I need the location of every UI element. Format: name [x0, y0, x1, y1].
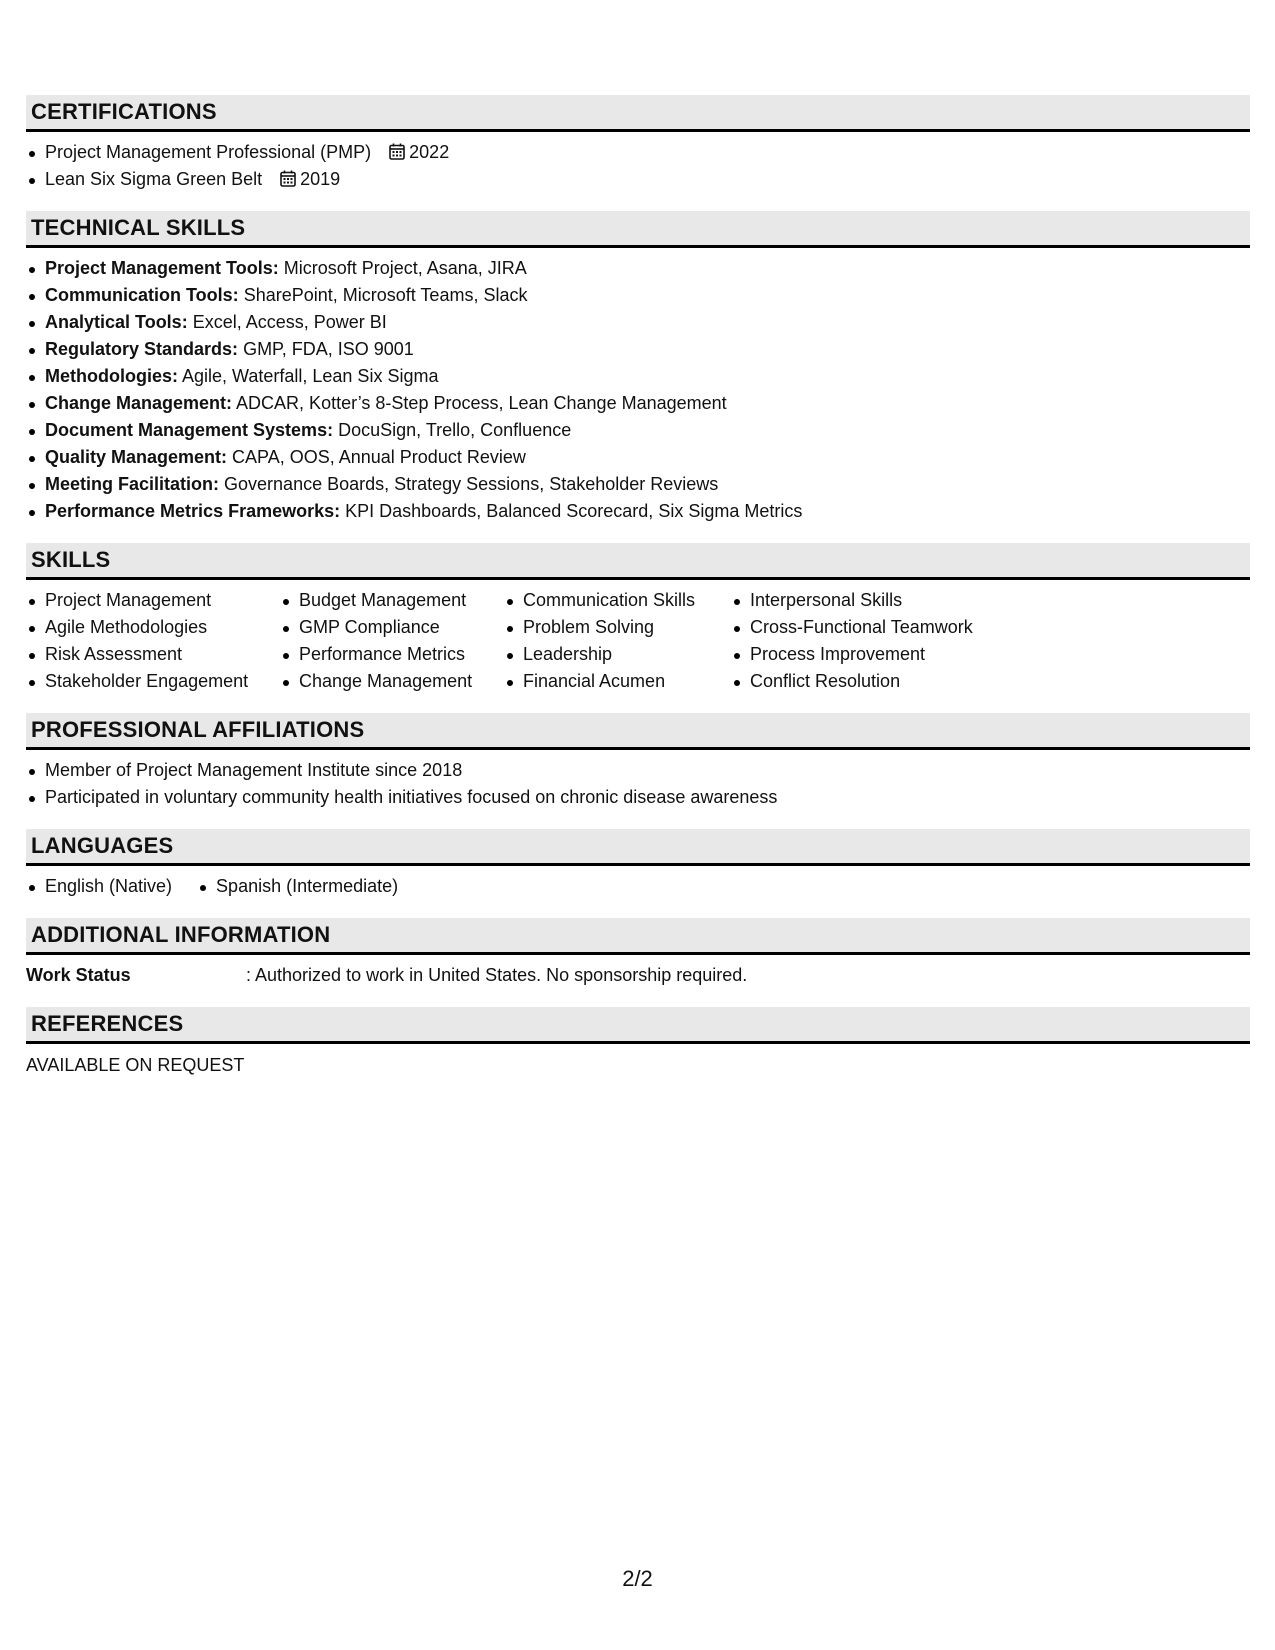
work-status-label: Work Status: [26, 965, 131, 985]
certification-name: Project Management Professional (PMP): [45, 142, 372, 162]
technical-skill-label: Document Management Systems:: [45, 420, 334, 440]
section-header: [26, 918, 1250, 955]
technical-skill-label: Project Management Tools:: [45, 258, 279, 278]
work-status-row: [26, 955, 1250, 996]
technical-skill-value: DocuSign, Trello, Confluence: [338, 420, 572, 440]
technical-skill-label: Change Management:: [45, 393, 233, 413]
technical-skill-value: Governance Boards, Strategy Sessions, Stakeholder Reviews: [224, 474, 719, 494]
skills-column: [280, 587, 504, 695]
page-number: 2/2: [622, 1566, 653, 1591]
skill-item: Interpersonal Skills: [731, 587, 1011, 614]
section-header: [26, 713, 1250, 750]
technical-skill-item: [26, 309, 1250, 336]
technical-skill-item: [26, 444, 1250, 471]
technical-skill-item: [26, 417, 1250, 444]
languages-section: [26, 829, 1250, 907]
technical-skill-value: KPI Dashboards, Balanced Scorecard, Six Sigma Metrics: [345, 501, 803, 521]
technical-skill-item: [26, 363, 1250, 390]
technical-skill-label: Analytical Tools:: [45, 312, 188, 332]
certification-name: Lean Six Sigma Green Belt: [45, 169, 263, 189]
technical-skill-label: Quality Management:: [45, 447, 228, 467]
technical-skill-item: [26, 255, 1250, 282]
affiliations-section: [26, 713, 1250, 818]
certification-item: [26, 166, 1250, 193]
certification-year: 2019: [300, 169, 341, 189]
skill-item: Agile Methodologies: [26, 614, 280, 641]
technical-skill-item: [26, 498, 1250, 525]
technical-skill-item: [26, 282, 1250, 309]
skills-column: [26, 587, 280, 695]
certification-year: 2022: [409, 142, 450, 162]
skill-item: Problem Solving: [504, 614, 731, 641]
work-status-value: : Authorized to work in United States. No sponsorship required.: [246, 965, 748, 985]
technical-skill-value: GMP, FDA, ISO 9001: [243, 339, 414, 359]
skill-item: Financial Acumen: [504, 668, 731, 695]
affiliation-item: Participated in voluntary community health initiatives focused on chronic disease awareness: [26, 784, 1250, 811]
skill-item: GMP Compliance: [280, 614, 504, 641]
certifications-section: [26, 95, 1250, 200]
skills-column: [504, 587, 731, 695]
technical-skill-value: Microsoft Project, Asana, JIRA: [283, 258, 527, 278]
section-header: [26, 543, 1250, 580]
language-item: English (Native): [26, 873, 172, 900]
certification-item: [26, 139, 1250, 166]
section-header: [26, 211, 1250, 248]
resume-page: [26, 95, 1250, 1079]
certifications-list: [26, 132, 1250, 200]
skill-item: Performance Metrics: [280, 641, 504, 668]
technical-skill-label: Communication Tools:: [45, 285, 239, 305]
languages-list: [26, 866, 1250, 907]
technical-skill-label: Regulatory Standards:: [45, 339, 239, 359]
skill-item: Budget Management: [280, 587, 504, 614]
section-title: CERTIFICATIONS: [31, 99, 217, 124]
section-header: [26, 1007, 1250, 1044]
section-header: [26, 829, 1250, 866]
skills-grid: [26, 580, 1250, 702]
technical-skill-label: Performance Metrics Frameworks:: [45, 501, 341, 521]
technical-skill-item: [26, 390, 1250, 417]
section-header: [26, 95, 1250, 132]
technical-skills-list: [26, 248, 1250, 532]
skills-section: [26, 543, 1250, 702]
section-title: LANGUAGES: [31, 833, 174, 858]
additional-info-section: [26, 918, 1250, 996]
skill-item: Conflict Resolution: [731, 668, 1011, 695]
affiliation-item: Member of Project Management Institute since 2018: [26, 757, 1250, 784]
technical-skill-value: SharePoint, Microsoft Teams, Slack: [243, 285, 528, 305]
skill-item: Process Improvement: [731, 641, 1011, 668]
technical-skill-item: [26, 471, 1250, 498]
skill-item: Communication Skills: [504, 587, 731, 614]
affiliations-list: [26, 750, 1250, 818]
technical-skill-label: Methodologies:: [45, 366, 178, 386]
technical-skill-item: [26, 336, 1250, 363]
skill-item: Risk Assessment: [26, 641, 280, 668]
language-item: Spanish (Intermediate): [197, 873, 398, 900]
skill-item: Stakeholder Engagement: [26, 668, 280, 695]
section-title: PROFESSIONAL AFFILIATIONS: [31, 717, 365, 742]
technical-skills-section: [26, 211, 1250, 532]
technical-skill-value: CAPA, OOS, Annual Product Review: [232, 447, 526, 467]
technical-skill-value: Agile, Waterfall, Lean Six Sigma: [182, 366, 439, 386]
technical-skill-value: Excel, Access, Power BI: [192, 312, 387, 332]
skill-item: Project Management: [26, 587, 280, 614]
calendar-icon: [389, 143, 405, 160]
technical-skill-label: Meeting Facilitation:: [45, 474, 220, 494]
skill-item: Leadership: [504, 641, 731, 668]
skill-item: Cross-Functional Teamwork: [731, 614, 1011, 641]
section-title: SKILLS: [31, 547, 111, 572]
section-title: ADDITIONAL INFORMATION: [31, 922, 331, 947]
references-text: AVAILABLE ON REQUEST: [26, 1055, 245, 1075]
calendar-icon: [280, 170, 296, 187]
skills-column: [731, 587, 1011, 695]
section-title: TECHNICAL SKILLS: [31, 215, 246, 240]
skill-item: Change Management: [280, 668, 504, 695]
references-section: [26, 1007, 1250, 1079]
section-title: REFERENCES: [31, 1011, 184, 1036]
technical-skill-value: ADCAR, Kotter’s 8-Step Process, Lean Change Management: [236, 393, 727, 413]
